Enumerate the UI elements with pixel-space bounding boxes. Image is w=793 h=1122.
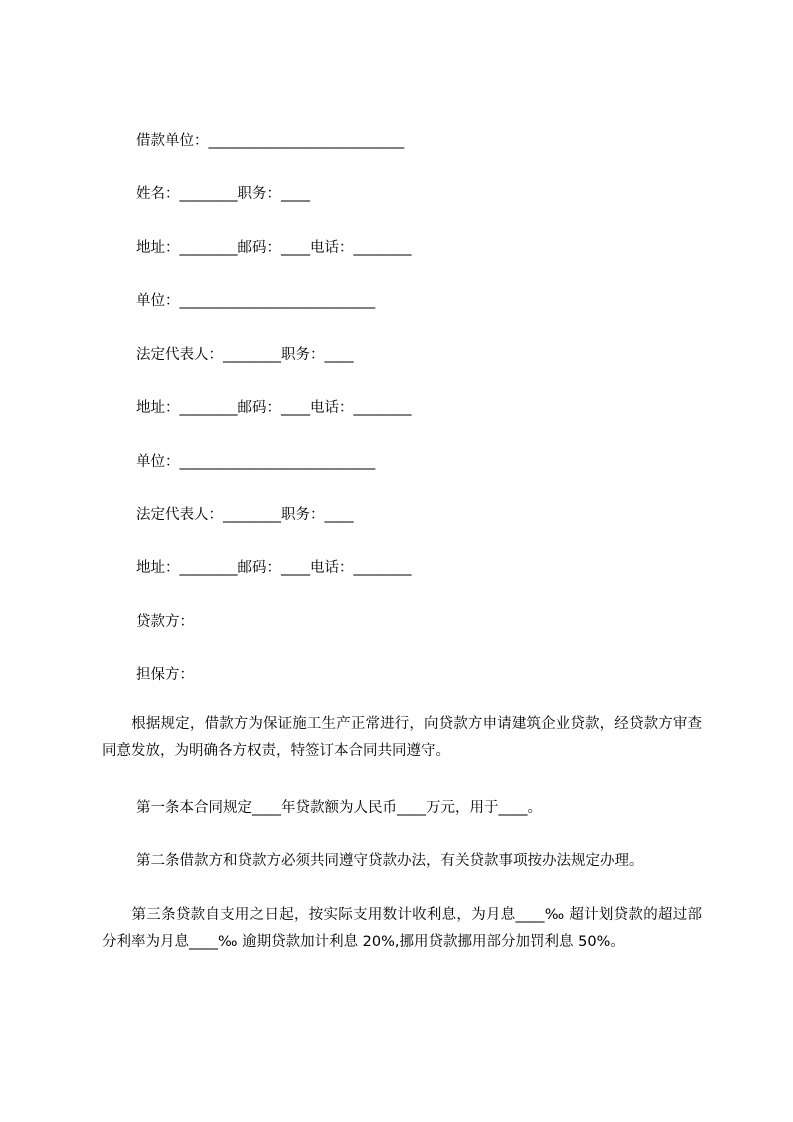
borrower-unit-field: 借款单位：___________________________ [136,133,405,149]
lender-legal-representative-field: 法定代表人：________职务：____ [136,347,354,363]
borrower-name-title-field: 姓名：________职务：____ [136,186,310,202]
article-3: 第三条贷款自支用之日起，按实际支用数计收利息，为月息____‰ 超计划贷款的超过部分利率为月息____‰ 逾期贷款加计利息 20%,挪用贷款挪用部分加罚利息 50%。 [102,907,702,950]
intro-paragraph: 根据规定，借款方为保证施工生产正常进行，向贷款方申请建筑企业贷款，经贷款方审查同意发放，为明确各方权责，特签订本合同共同遵守。 [102,716,702,759]
article-1: 第一条本合同规定____年贷款额为人民币____万元，用于____。 [136,800,542,816]
guarantor-address-field: 地址：________邮码：____电话：________ [136,560,412,576]
lender-address-field: 地址：________邮码：____电话：________ [136,400,412,416]
lender-label: 贷款方： [136,614,194,630]
guarantor-legal-representative-field: 法定代表人：________职务：____ [136,507,354,523]
article-2: 第二条借款方和贷款方必须共同遵守贷款办法，有关贷款事项按办法规定办理。 [136,853,644,869]
guarantor-unit-field: 单位：___________________________ [136,454,376,470]
lender-unit-field: 单位：___________________________ [136,293,376,309]
guarantor-label: 担保方： [136,667,194,683]
borrower-address-field: 地址：________邮码：____电话：________ [136,240,412,256]
